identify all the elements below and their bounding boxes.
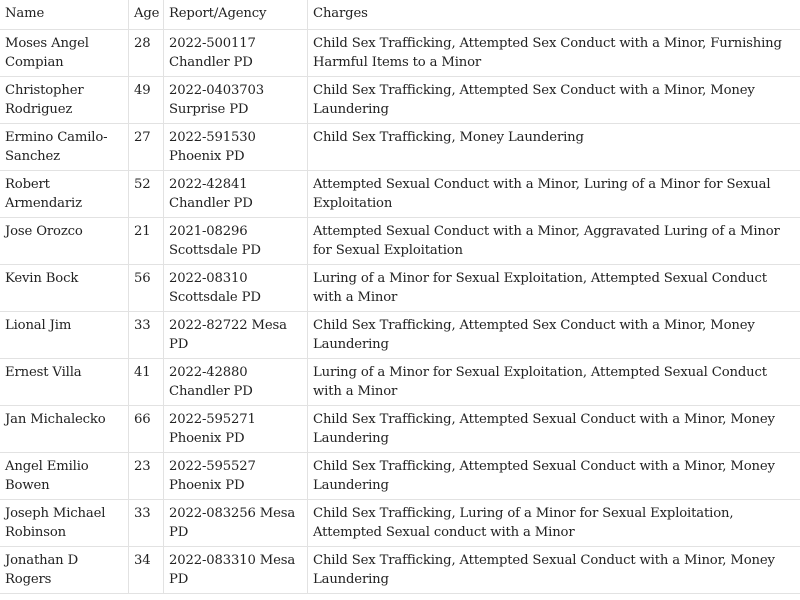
cell-name: Moses Angel Compian xyxy=(0,30,129,77)
header-charges: Charges xyxy=(308,0,800,30)
cell-report-agency: 2022-42841 Chandler PD xyxy=(164,171,308,218)
table-row xyxy=(0,453,800,500)
cell-charges: Child Sex Trafficking, Attempted Sexual Conduct with a Minor, Money Laundering xyxy=(308,547,800,594)
cell-charges: Luring of a Minor for Sexual Exploitation, Attempted Sexual Conduct with a Minor xyxy=(308,359,800,406)
cell-report-agency: 2022-42880 Chandler PD xyxy=(164,359,308,406)
cell-charges: Child Sex Trafficking, Attempted Sex Conduct with a Minor, Money Laundering xyxy=(308,312,800,359)
cell-report-agency: 2022-083310 Mesa PD xyxy=(164,547,308,594)
cell-charges: Child Sex Trafficking, Attempted Sexual Conduct with a Minor, Money Laundering xyxy=(308,453,800,500)
cell-charges: Child Sex Trafficking, Money Laundering xyxy=(308,124,800,171)
table-row xyxy=(0,312,800,359)
table-row xyxy=(0,218,800,265)
table-header xyxy=(0,0,800,30)
cell-age: 27 xyxy=(129,124,164,171)
cell-age: 66 xyxy=(129,406,164,453)
cell-name: Christopher Rodriguez xyxy=(0,77,129,124)
cell-report-agency: 2022-591530 Phoenix PD xyxy=(164,124,308,171)
cell-report-agency: 2021-08296 Scottsdale PD xyxy=(164,218,308,265)
cell-age: 41 xyxy=(129,359,164,406)
table-row xyxy=(0,500,800,547)
cell-name: Ernest Villa xyxy=(0,359,129,406)
cell-name: Jonathan D Rogers xyxy=(0,547,129,594)
cell-name: Angel Emilio Bowen xyxy=(0,453,129,500)
header-age: Age xyxy=(129,0,164,30)
cell-charges: Attempted Sexual Conduct with a Minor, Aggravated Luring of a Minor for Sexual Exploitation xyxy=(308,218,800,265)
header-report-agency: Report/Agency xyxy=(164,0,308,30)
table-row xyxy=(0,77,800,124)
table-body xyxy=(0,30,800,594)
cell-charges: Luring of a Minor for Sexual Exploitation, Attempted Sexual Conduct with a Minor xyxy=(308,265,800,312)
cell-age: 49 xyxy=(129,77,164,124)
cell-name: Robert Armendariz xyxy=(0,171,129,218)
cell-age: 56 xyxy=(129,265,164,312)
cell-age: 33 xyxy=(129,500,164,547)
table-row xyxy=(0,547,800,594)
cell-charges: Child Sex Trafficking, Attempted Sex Conduct with a Minor, Furnishing Harmful Items to a Minor xyxy=(308,30,800,77)
cell-report-agency: 2022-083256 Mesa PD xyxy=(164,500,308,547)
cell-charges: Attempted Sexual Conduct with a Minor, Luring of a Minor for Sexual Exploitation xyxy=(308,171,800,218)
cell-report-agency: 2022-595271 Phoenix PD xyxy=(164,406,308,453)
table-row xyxy=(0,359,800,406)
cell-age: 21 xyxy=(129,218,164,265)
cell-report-agency: 2022-595527 Phoenix PD xyxy=(164,453,308,500)
table-row xyxy=(0,171,800,218)
cell-age: 23 xyxy=(129,453,164,500)
cell-name: Jan Michalecko xyxy=(0,406,129,453)
table-row xyxy=(0,265,800,312)
cell-report-agency: 2022-82722 Mesa PD xyxy=(164,312,308,359)
cell-age: 52 xyxy=(129,171,164,218)
cell-age: 33 xyxy=(129,312,164,359)
table-row xyxy=(0,124,800,171)
header-name: Name xyxy=(0,0,129,30)
cell-age: 34 xyxy=(129,547,164,594)
cell-name: Joseph Michael Robinson xyxy=(0,500,129,547)
cell-name: Kevin Bock xyxy=(0,265,129,312)
cell-charges: Child Sex Trafficking, Attempted Sex Conduct with a Minor, Money Laundering xyxy=(308,77,800,124)
cell-charges: Child Sex Trafficking, Attempted Sexual Conduct with a Minor, Money Laundering xyxy=(308,406,800,453)
cell-report-agency: 2022-0403703 Surprise PD xyxy=(164,77,308,124)
cell-name: Lional Jim xyxy=(0,312,129,359)
cell-report-agency: 2022-08310 Scottsdale PD xyxy=(164,265,308,312)
cell-charges: Child Sex Trafficking, Luring of a Minor for Sexual Exploitation, Attempted Sexual conduct with a Minor xyxy=(308,500,800,547)
cell-report-agency: 2022-500117 Chandler PD xyxy=(164,30,308,77)
cell-age: 28 xyxy=(129,30,164,77)
header-row xyxy=(0,0,800,30)
table-row xyxy=(0,406,800,453)
cell-name: Ermino Camilo-Sanchez xyxy=(0,124,129,171)
table-row xyxy=(0,30,800,77)
cell-name: Jose Orozco xyxy=(0,218,129,265)
